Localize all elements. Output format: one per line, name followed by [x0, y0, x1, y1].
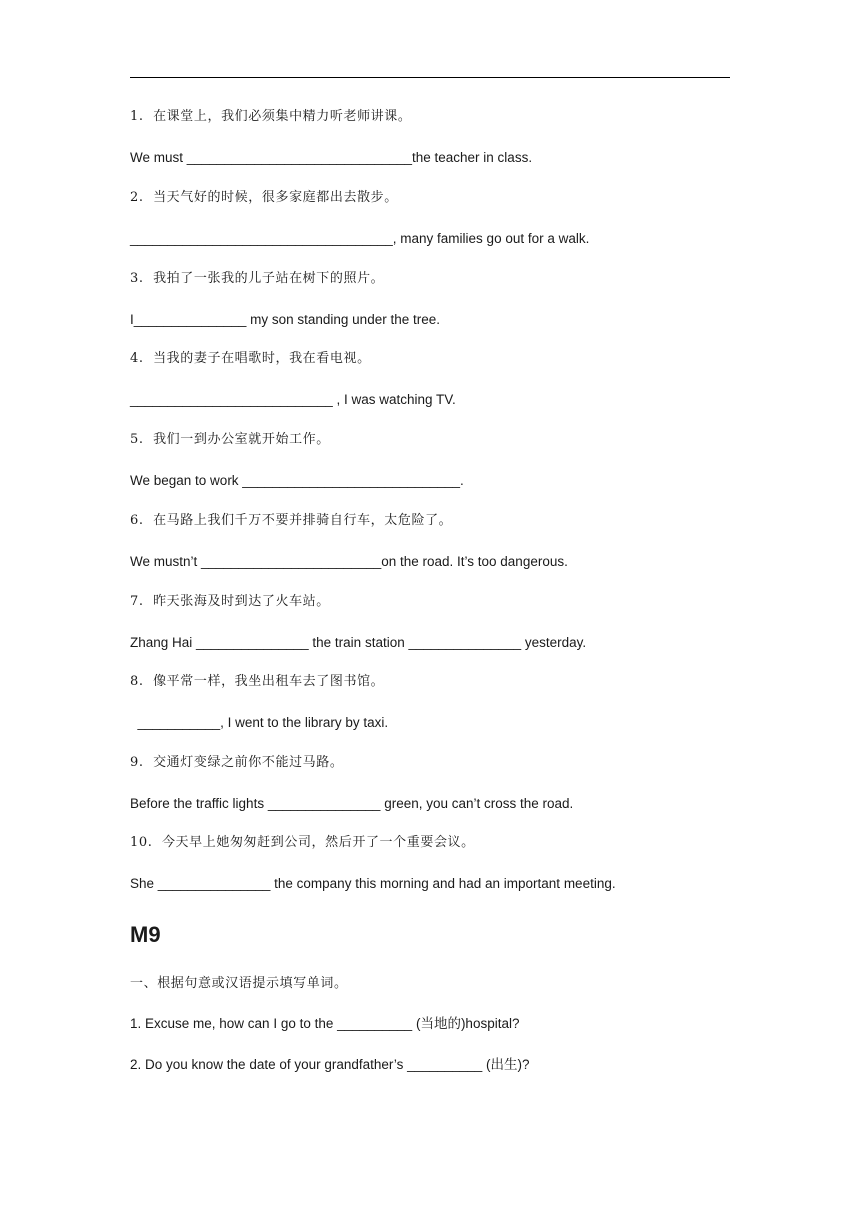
exercise-8-chinese: 8. 像平常一样，我坐出租车去了图书馆。 — [130, 674, 385, 689]
exercise-2-chinese: 2. 当天气好的时候，很多家庭都出去散步。 — [130, 190, 398, 205]
header-rule — [130, 77, 730, 78]
exercise-9-chinese: 9. 交通灯变绿之前你不能过马路。 — [130, 755, 344, 770]
exercise-5-chinese: 5. 我们一到办公室就开始工作。 — [130, 432, 330, 447]
exercise-3-english: I_______________ my son standing under the tree. — [130, 312, 440, 327]
exercise-1-english: We must ______________________________the teacher in class. — [130, 150, 533, 165]
section-item-1: 1. Excuse me, how can I go to the __________ (当地的)hospital? — [130, 1016, 520, 1031]
exercise-10-chinese: 10. 今天早上她匆匆赶到公司，然后开了一个重要会议。 — [130, 835, 475, 850]
exercise-7-chinese: 7. 昨天张海及时到达了火车站。 — [130, 594, 330, 609]
section-item-2: 2. Do you know the date of your grandfather’s __________ (出生)? — [130, 1057, 530, 1072]
section-heading: M9 — [130, 922, 161, 947]
exercise-6-english: We mustn’t ________________________on the road. It’s too dangerous. — [130, 554, 568, 569]
exercise-2-english: ___________________________________, many families go out for a walk. — [130, 231, 590, 246]
exercise-10-english: She _______________ the company this morning and had an important meeting. — [130, 876, 616, 891]
exercise-4-english: ___________________________ , I was watching TV. — [130, 392, 456, 407]
exercise-9-english: Before the traffic lights _______________ green, you can’t cross the road. — [130, 796, 574, 811]
exercise-7-english: Zhang Hai _______________ the train station _______________ yesterday. — [130, 635, 587, 650]
exercise-3-chinese: 3. 我拍了一张我的儿子站在树下的照片。 — [130, 271, 385, 286]
exercise-8-english: ___________, I went to the library by taxi. — [130, 715, 389, 730]
exercise-4-chinese: 4. 当我的妻子在唱歌时，我在看电视。 — [130, 351, 371, 366]
exercise-5-english: We began to work _____________________________. — [130, 473, 464, 488]
section-instruction: 一、根据句意或汉语提示填写单词。 — [130, 976, 348, 991]
exercise-1-chinese: 1. 在课堂上，我们必须集中精力听老师讲课。 — [130, 109, 412, 124]
exercise-6-chinese: 6. 在马路上我们千万不要并排骑自行车，太危险了。 — [130, 513, 453, 528]
